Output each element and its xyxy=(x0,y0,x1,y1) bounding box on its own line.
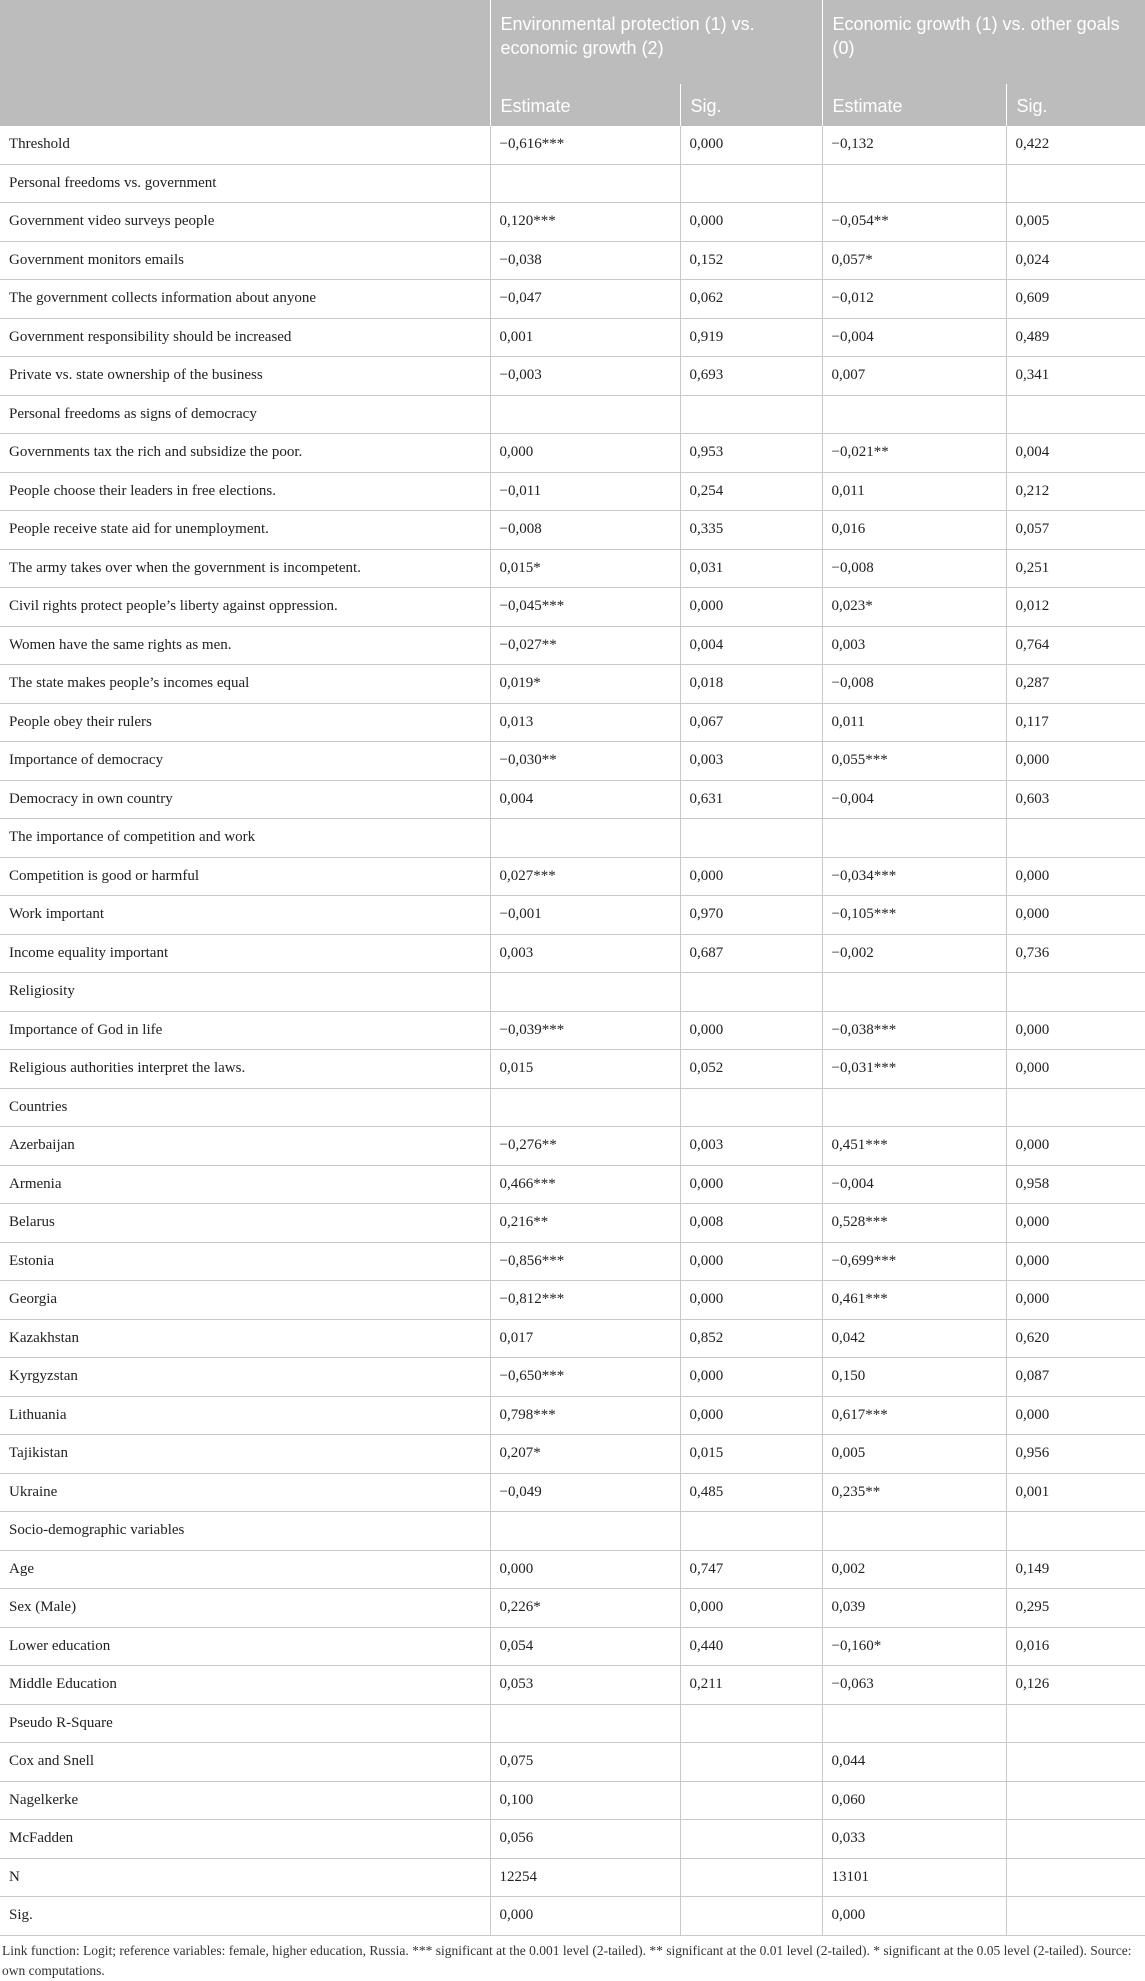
cell-estimate-1: −0,650*** xyxy=(490,1358,680,1397)
cell-sig-2: 0,000 xyxy=(1006,1204,1145,1243)
cell-estimate-1: 0,003 xyxy=(490,934,680,973)
cell-row-label: Estonia xyxy=(0,1242,490,1281)
cell-estimate-2: 0,016 xyxy=(822,511,1006,550)
cell-estimate-1: −0,011 xyxy=(490,472,680,511)
cell-sig-1: 0,015 xyxy=(680,1435,822,1474)
cell-sig-2 xyxy=(1006,1820,1145,1859)
cell-row-label: McFadden xyxy=(0,1820,490,1859)
table-row xyxy=(0,1050,1145,1089)
cell-sig-1: 0,052 xyxy=(680,1050,822,1089)
table-body xyxy=(0,126,1145,1935)
cell-row-label: Competition is good or harmful xyxy=(0,857,490,896)
cell-row-label: Pseudo R-Square xyxy=(0,1704,490,1743)
cell-estimate-2: −0,004 xyxy=(822,780,1006,819)
table-row xyxy=(0,164,1145,203)
table-row xyxy=(0,1589,1145,1628)
cell-estimate-2: −0,063 xyxy=(822,1666,1006,1705)
table-row xyxy=(0,395,1145,434)
cell-estimate-2: 0,007 xyxy=(822,357,1006,396)
cell-estimate-2: −0,012 xyxy=(822,280,1006,319)
cell-estimate-2: −0,002 xyxy=(822,934,1006,973)
cell-sig-1: 0,000 xyxy=(680,203,822,242)
cell-estimate-1 xyxy=(490,1704,680,1743)
cell-sig-2: 0,126 xyxy=(1006,1666,1145,1705)
cell-estimate-1: −0,049 xyxy=(490,1473,680,1512)
header-estimate-2: Estimate xyxy=(822,84,1006,126)
cell-sig-1 xyxy=(680,1743,822,1782)
cell-estimate-2 xyxy=(822,1512,1006,1551)
cell-sig-1: 0,687 xyxy=(680,934,822,973)
header-sig-2: Sig. xyxy=(1006,84,1145,126)
cell-row-label: N xyxy=(0,1858,490,1897)
cell-sig-1: 0,254 xyxy=(680,472,822,511)
cell-estimate-2: 0,042 xyxy=(822,1319,1006,1358)
table-row xyxy=(0,1858,1145,1897)
table-row xyxy=(0,549,1145,588)
cell-estimate-1 xyxy=(490,819,680,858)
cell-sig-2 xyxy=(1006,1704,1145,1743)
cell-sig-2 xyxy=(1006,1743,1145,1782)
cell-row-label: Government responsibility should be increased xyxy=(0,318,490,357)
table-row xyxy=(0,1704,1145,1743)
cell-row-label: Middle Education xyxy=(0,1666,490,1705)
cell-sig-2: 0,016 xyxy=(1006,1627,1145,1666)
table-row xyxy=(0,241,1145,280)
cell-row-label: Threshold xyxy=(0,126,490,164)
cell-row-label: Kazakhstan xyxy=(0,1319,490,1358)
cell-estimate-1: 0,226* xyxy=(490,1589,680,1628)
cell-estimate-1: −0,856*** xyxy=(490,1242,680,1281)
cell-estimate-2: 0,451*** xyxy=(822,1127,1006,1166)
table-row xyxy=(0,1512,1145,1551)
cell-sig-1: 0,852 xyxy=(680,1319,822,1358)
cell-row-label: Income equality important xyxy=(0,934,490,973)
cell-sig-2 xyxy=(1006,1512,1145,1551)
cell-estimate-1: 0,015 xyxy=(490,1050,680,1089)
cell-sig-2 xyxy=(1006,1858,1145,1897)
cell-estimate-2 xyxy=(822,1704,1006,1743)
cell-estimate-1: 0,013 xyxy=(490,703,680,742)
table-row xyxy=(0,934,1145,973)
cell-row-label: Socio-demographic variables xyxy=(0,1512,490,1551)
cell-estimate-1: 0,019* xyxy=(490,665,680,704)
cell-estimate-2: −0,132 xyxy=(822,126,1006,164)
cell-sig-1: 0,000 xyxy=(680,1281,822,1320)
table-row xyxy=(0,280,1145,319)
cell-sig-2: 0,620 xyxy=(1006,1319,1145,1358)
cell-row-label: Work important xyxy=(0,896,490,935)
cell-sig-1: 0,000 xyxy=(680,1358,822,1397)
cell-sig-1 xyxy=(680,1820,822,1859)
cell-sig-1 xyxy=(680,395,822,434)
header-corner xyxy=(0,0,490,84)
cell-estimate-2: 0,011 xyxy=(822,703,1006,742)
table-row xyxy=(0,973,1145,1012)
cell-sig-2: 0,000 xyxy=(1006,1050,1145,1089)
cell-sig-1: 0,000 xyxy=(680,1242,822,1281)
cell-sig-1: 0,004 xyxy=(680,626,822,665)
cell-sig-2: 0,001 xyxy=(1006,1473,1145,1512)
cell-sig-2: 0,956 xyxy=(1006,1435,1145,1474)
cell-estimate-2: −0,160* xyxy=(822,1627,1006,1666)
table-row xyxy=(0,742,1145,781)
cell-estimate-1: 0,216** xyxy=(490,1204,680,1243)
cell-sig-1 xyxy=(680,973,822,1012)
table-row xyxy=(0,126,1145,164)
cell-estimate-1: −0,003 xyxy=(490,357,680,396)
cell-estimate-1: 0,466*** xyxy=(490,1165,680,1204)
cell-estimate-2: 0,002 xyxy=(822,1550,1006,1589)
cell-row-label: Sig. xyxy=(0,1897,490,1936)
cell-estimate-2: 0,060 xyxy=(822,1781,1006,1820)
cell-estimate-1: 0,017 xyxy=(490,1319,680,1358)
cell-estimate-2: 13101 xyxy=(822,1858,1006,1897)
cell-sig-2: 0,295 xyxy=(1006,1589,1145,1628)
cell-row-label: Sex (Male) xyxy=(0,1589,490,1628)
cell-estimate-2: −0,004 xyxy=(822,318,1006,357)
cell-sig-1: 0,970 xyxy=(680,896,822,935)
cell-estimate-1 xyxy=(490,164,680,203)
cell-row-label: People receive state aid for unemployment. xyxy=(0,511,490,550)
cell-sig-1: 0,003 xyxy=(680,742,822,781)
cell-estimate-2: 0,235** xyxy=(822,1473,1006,1512)
cell-sig-2: 0,117 xyxy=(1006,703,1145,742)
cell-estimate-1 xyxy=(490,395,680,434)
cell-sig-2: 0,057 xyxy=(1006,511,1145,550)
cell-estimate-1: 0,000 xyxy=(490,1897,680,1936)
table-row xyxy=(0,1358,1145,1397)
cell-row-label: Importance of democracy xyxy=(0,742,490,781)
cell-estimate-1: −0,616*** xyxy=(490,126,680,164)
cell-sig-1 xyxy=(680,164,822,203)
cell-row-label: Tajikistan xyxy=(0,1435,490,1474)
table-row xyxy=(0,1165,1145,1204)
cell-estimate-2: −0,008 xyxy=(822,665,1006,704)
cell-estimate-2: −0,105*** xyxy=(822,896,1006,935)
cell-estimate-1: 0,004 xyxy=(490,780,680,819)
cell-sig-2 xyxy=(1006,395,1145,434)
cell-row-label: Religiosity xyxy=(0,973,490,1012)
cell-sig-2: 0,149 xyxy=(1006,1550,1145,1589)
table-row xyxy=(0,1127,1145,1166)
cell-sig-1 xyxy=(680,1781,822,1820)
cell-estimate-2: 0,617*** xyxy=(822,1396,1006,1435)
table-row xyxy=(0,318,1145,357)
table-row xyxy=(0,1781,1145,1820)
cell-sig-2 xyxy=(1006,819,1145,858)
cell-estimate-2 xyxy=(822,395,1006,434)
cell-row-label: Countries xyxy=(0,1088,490,1127)
cell-sig-2: 0,000 xyxy=(1006,1396,1145,1435)
table-row xyxy=(0,1088,1145,1127)
cell-row-label: Armenia xyxy=(0,1165,490,1204)
cell-sig-2: 0,489 xyxy=(1006,318,1145,357)
cell-sig-2 xyxy=(1006,164,1145,203)
cell-row-label: Ukraine xyxy=(0,1473,490,1512)
cell-sig-2: 0,000 xyxy=(1006,1242,1145,1281)
header-estimate-1: Estimate xyxy=(490,84,680,126)
cell-row-label: Georgia xyxy=(0,1281,490,1320)
cell-sig-2: 0,287 xyxy=(1006,665,1145,704)
cell-estimate-1: −0,030** xyxy=(490,742,680,781)
cell-estimate-1: −0,047 xyxy=(490,280,680,319)
header-corner-lower xyxy=(0,84,490,126)
table-row xyxy=(0,1396,1145,1435)
cell-sig-1 xyxy=(680,1704,822,1743)
cell-row-label: Azerbaijan xyxy=(0,1127,490,1166)
cell-sig-2: 0,212 xyxy=(1006,472,1145,511)
cell-sig-1: 0,631 xyxy=(680,780,822,819)
cell-estimate-1: −0,001 xyxy=(490,896,680,935)
cell-sig-1: 0,000 xyxy=(680,857,822,896)
cell-row-label: Cox and Snell xyxy=(0,1743,490,1782)
cell-sig-2 xyxy=(1006,1897,1145,1936)
table-row xyxy=(0,1550,1145,1589)
cell-estimate-2: −0,054** xyxy=(822,203,1006,242)
cell-estimate-2: 0,528*** xyxy=(822,1204,1006,1243)
cell-estimate-1: 0,056 xyxy=(490,1820,680,1859)
table-footnote: Link function: Logit; reference variables: female, higher education, Russia. *** significant at the 0.001 level (2-tailed). ** significant at the 0.01 level (2-tailed). * significant at the 0.05 level (2-tailed). Source: own computations. xyxy=(2,1942,1132,1978)
cell-row-label: Nagelkerke xyxy=(0,1781,490,1820)
cell-sig-2: 0,958 xyxy=(1006,1165,1145,1204)
table-row xyxy=(0,1473,1145,1512)
cell-sig-1 xyxy=(680,819,822,858)
cell-estimate-2: −0,699*** xyxy=(822,1242,1006,1281)
cell-estimate-1: −0,038 xyxy=(490,241,680,280)
cell-row-label: Age xyxy=(0,1550,490,1589)
cell-sig-1: 0,440 xyxy=(680,1627,822,1666)
cell-estimate-1: 0,001 xyxy=(490,318,680,357)
cell-estimate-2: 0,461*** xyxy=(822,1281,1006,1320)
cell-estimate-1: 0,207* xyxy=(490,1435,680,1474)
cell-row-label: Belarus xyxy=(0,1204,490,1243)
cell-row-label: Democracy in own country xyxy=(0,780,490,819)
cell-estimate-2: 0,057* xyxy=(822,241,1006,280)
cell-estimate-1: −0,008 xyxy=(490,511,680,550)
cell-estimate-1: −0,812*** xyxy=(490,1281,680,1320)
cell-estimate-2: −0,038*** xyxy=(822,1011,1006,1050)
cell-estimate-2 xyxy=(822,1088,1006,1127)
table-row xyxy=(0,1627,1145,1666)
cell-row-label: The state makes people’s incomes equal xyxy=(0,665,490,704)
cell-estimate-2: 0,011 xyxy=(822,472,1006,511)
table-row xyxy=(0,1820,1145,1859)
header-group-env-vs-econ: Environmental protection (1) vs. economic growth (2) xyxy=(490,0,822,84)
cell-row-label: Civil rights protect people’s liberty against oppression. xyxy=(0,588,490,627)
cell-estimate-1: 0,120*** xyxy=(490,203,680,242)
cell-sig-2: 0,005 xyxy=(1006,203,1145,242)
cell-estimate-2: −0,008 xyxy=(822,549,1006,588)
cell-sig-2: 0,609 xyxy=(1006,280,1145,319)
cell-sig-1: 0,000 xyxy=(680,1165,822,1204)
cell-estimate-2: 0,005 xyxy=(822,1435,1006,1474)
table-row xyxy=(0,703,1145,742)
cell-sig-1: 0,747 xyxy=(680,1550,822,1589)
cell-sig-2 xyxy=(1006,1088,1145,1127)
cell-sig-1: 0,018 xyxy=(680,665,822,704)
cell-estimate-2: 0,023* xyxy=(822,588,1006,627)
cell-row-label: Lithuania xyxy=(0,1396,490,1435)
cell-estimate-1: 0,075 xyxy=(490,1743,680,1782)
table-row xyxy=(0,203,1145,242)
cell-row-label: Government monitors emails xyxy=(0,241,490,280)
cell-sig-1: 0,067 xyxy=(680,703,822,742)
cell-sig-2: 0,764 xyxy=(1006,626,1145,665)
cell-row-label: The government collects information about anyone xyxy=(0,280,490,319)
cell-estimate-2: 0,003 xyxy=(822,626,1006,665)
cell-estimate-2 xyxy=(822,164,1006,203)
cell-row-label: Government video surveys people xyxy=(0,203,490,242)
cell-row-label: Women have the same rights as men. xyxy=(0,626,490,665)
table-row xyxy=(0,1242,1145,1281)
cell-estimate-1 xyxy=(490,1088,680,1127)
cell-estimate-2 xyxy=(822,819,1006,858)
cell-sig-2: 0,000 xyxy=(1006,857,1145,896)
cell-sig-2: 0,000 xyxy=(1006,1011,1145,1050)
cell-row-label: Kyrgyzstan xyxy=(0,1358,490,1397)
cell-estimate-2: 0,033 xyxy=(822,1820,1006,1859)
cell-estimate-1: 12254 xyxy=(490,1858,680,1897)
header-sig-1: Sig. xyxy=(680,84,822,126)
cell-estimate-2: 0,150 xyxy=(822,1358,1006,1397)
cell-sig-2 xyxy=(1006,973,1145,1012)
table-row xyxy=(0,626,1145,665)
cell-sig-2: 0,251 xyxy=(1006,549,1145,588)
table-row xyxy=(0,511,1145,550)
table-row xyxy=(0,1281,1145,1320)
cell-sig-2 xyxy=(1006,1781,1145,1820)
table-row xyxy=(0,896,1145,935)
cell-sig-1: 0,008 xyxy=(680,1204,822,1243)
cell-sig-2: 0,087 xyxy=(1006,1358,1145,1397)
cell-sig-1 xyxy=(680,1088,822,1127)
cell-sig-2: 0,000 xyxy=(1006,896,1145,935)
cell-estimate-1 xyxy=(490,973,680,1012)
cell-estimate-1: −0,039*** xyxy=(490,1011,680,1050)
table-row xyxy=(0,819,1145,858)
cell-estimate-1: 0,015* xyxy=(490,549,680,588)
table-row xyxy=(0,1897,1145,1936)
cell-row-label: Governments tax the rich and subsidize the poor. xyxy=(0,434,490,473)
cell-estimate-2: −0,034*** xyxy=(822,857,1006,896)
cell-estimate-1: 0,100 xyxy=(490,1781,680,1820)
cell-estimate-1: 0,053 xyxy=(490,1666,680,1705)
cell-sig-2: 0,000 xyxy=(1006,742,1145,781)
cell-row-label: People obey their rulers xyxy=(0,703,490,742)
table-row xyxy=(0,857,1145,896)
cell-sig-1 xyxy=(680,1858,822,1897)
cell-sig-1: 0,000 xyxy=(680,1011,822,1050)
cell-estimate-1: −0,276** xyxy=(490,1127,680,1166)
table-row xyxy=(0,1319,1145,1358)
cell-row-label: People choose their leaders in free elections. xyxy=(0,472,490,511)
cell-sig-1 xyxy=(680,1512,822,1551)
cell-sig-1: 0,953 xyxy=(680,434,822,473)
cell-sig-2: 0,000 xyxy=(1006,1127,1145,1166)
table-row xyxy=(0,1204,1145,1243)
cell-sig-1: 0,211 xyxy=(680,1666,822,1705)
cell-estimate-1: 0,798*** xyxy=(490,1396,680,1435)
table-row xyxy=(0,1743,1145,1782)
table-row xyxy=(0,780,1145,819)
cell-sig-2: 0,736 xyxy=(1006,934,1145,973)
cell-sig-2: 0,012 xyxy=(1006,588,1145,627)
cell-estimate-1: 0,027*** xyxy=(490,857,680,896)
table-row xyxy=(0,588,1145,627)
table-row xyxy=(0,472,1145,511)
cell-estimate-2: −0,031*** xyxy=(822,1050,1006,1089)
cell-estimate-2: −0,021** xyxy=(822,434,1006,473)
cell-sig-1: 0,693 xyxy=(680,357,822,396)
cell-estimate-2: 0,055*** xyxy=(822,742,1006,781)
cell-estimate-2: 0,044 xyxy=(822,1743,1006,1782)
cell-row-label: Lower education xyxy=(0,1627,490,1666)
cell-sig-1: 0,000 xyxy=(680,126,822,164)
cell-sig-2: 0,341 xyxy=(1006,357,1145,396)
table-row xyxy=(0,357,1145,396)
cell-estimate-1: 0,054 xyxy=(490,1627,680,1666)
table-row xyxy=(0,665,1145,704)
cell-row-label: Personal freedoms as signs of democracy xyxy=(0,395,490,434)
cell-estimate-1 xyxy=(490,1512,680,1551)
cell-sig-1: 0,031 xyxy=(680,549,822,588)
table-row xyxy=(0,1435,1145,1474)
cell-sig-1: 0,919 xyxy=(680,318,822,357)
cell-row-label: Private vs. state ownership of the business xyxy=(0,357,490,396)
cell-sig-2: 0,024 xyxy=(1006,241,1145,280)
cell-estimate-2: −0,004 xyxy=(822,1165,1006,1204)
cell-estimate-1: 0,000 xyxy=(490,1550,680,1589)
table-header xyxy=(0,0,1145,126)
cell-estimate-1: −0,027** xyxy=(490,626,680,665)
cell-sig-1: 0,485 xyxy=(680,1473,822,1512)
cell-sig-1: 0,000 xyxy=(680,1589,822,1628)
cell-estimate-2: 0,000 xyxy=(822,1897,1006,1936)
cell-sig-1: 0,003 xyxy=(680,1127,822,1166)
cell-sig-1: 0,152 xyxy=(680,241,822,280)
cell-sig-1: 0,000 xyxy=(680,1396,822,1435)
cell-row-label: Personal freedoms vs. government xyxy=(0,164,490,203)
cell-estimate-2: 0,039 xyxy=(822,1589,1006,1628)
table-row xyxy=(0,434,1145,473)
header-group-econ-vs-other: Economic growth (1) vs. other goals (0) xyxy=(822,0,1145,84)
table-row xyxy=(0,1011,1145,1050)
cell-sig-1: 0,335 xyxy=(680,511,822,550)
cell-estimate-1: 0,000 xyxy=(490,434,680,473)
cell-sig-1: 0,062 xyxy=(680,280,822,319)
cell-estimate-1: −0,045*** xyxy=(490,588,680,627)
cell-sig-1 xyxy=(680,1897,822,1936)
cell-sig-2: 0,603 xyxy=(1006,780,1145,819)
table-row xyxy=(0,1666,1145,1705)
cell-row-label: Religious authorities interpret the laws. xyxy=(0,1050,490,1089)
cell-row-label: Importance of God in life xyxy=(0,1011,490,1050)
cell-sig-2: 0,422 xyxy=(1006,126,1145,164)
cell-row-label: The importance of competition and work xyxy=(0,819,490,858)
cell-row-label: The army takes over when the government is incompetent. xyxy=(0,549,490,588)
cell-sig-2: 0,004 xyxy=(1006,434,1145,473)
cell-sig-2: 0,000 xyxy=(1006,1281,1145,1320)
cell-estimate-2 xyxy=(822,973,1006,1012)
cell-sig-1: 0,000 xyxy=(680,588,822,627)
